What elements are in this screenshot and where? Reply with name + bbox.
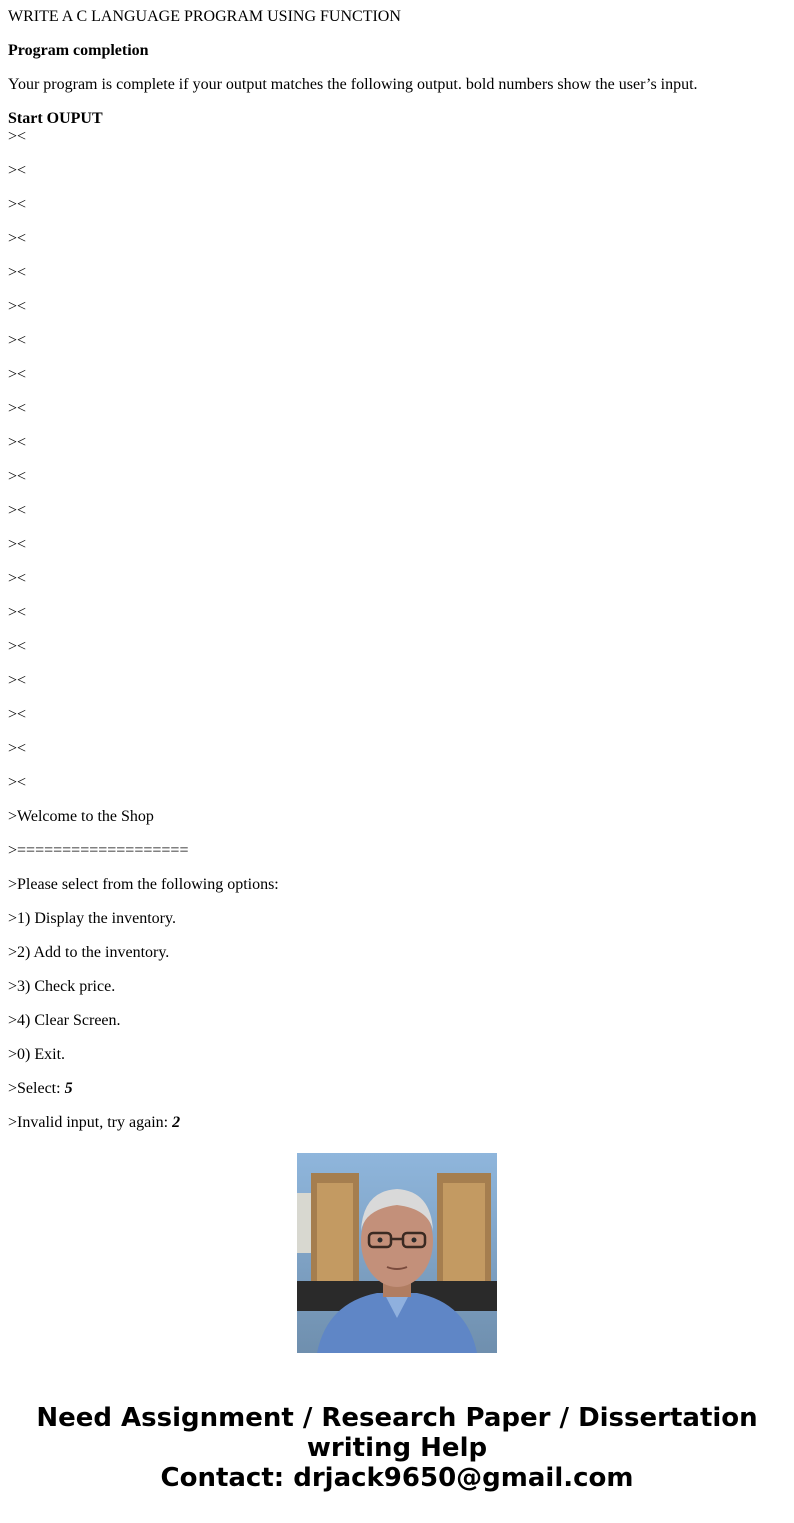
output-line-text: >< bbox=[8, 400, 27, 417]
output-line-text: >< bbox=[8, 672, 27, 689]
footer-line-2: writing Help bbox=[306, 1433, 488, 1463]
output-line-text: >< bbox=[8, 434, 27, 451]
footer-line-1: Need Assignment / Research Paper / Dissertation bbox=[36, 1403, 758, 1433]
output-line-text: >Welcome to the Shop bbox=[8, 808, 154, 825]
output-line-text: >< bbox=[8, 196, 27, 213]
output-line-text: >Select: bbox=[8, 1080, 65, 1097]
contact-banner bbox=[0, 1403, 794, 1493]
output-line-text: >< bbox=[8, 128, 27, 145]
output-line-text: >< bbox=[8, 502, 27, 519]
output-line-text: >< bbox=[8, 706, 27, 723]
footer-line-3: Contact: drjack9650@gmail.com bbox=[160, 1463, 634, 1493]
output-line bbox=[8, 1046, 786, 1064]
output-line-text: >4) Clear Screen. bbox=[8, 1012, 121, 1029]
output-line bbox=[8, 910, 786, 928]
output-line bbox=[8, 264, 786, 282]
output-line-text: >3) Check price. bbox=[8, 978, 116, 995]
output-line bbox=[8, 774, 786, 792]
output-line-text: >Invalid input, try again: bbox=[8, 1114, 173, 1131]
section-heading: Program completion bbox=[8, 42, 149, 59]
output-line bbox=[8, 536, 786, 554]
output-line bbox=[8, 162, 786, 180]
output-line-text: >< bbox=[8, 230, 27, 247]
output-line-text: >Please select from the following options: bbox=[8, 876, 279, 893]
output-line bbox=[8, 434, 786, 452]
program-output bbox=[8, 128, 786, 1148]
output-line-text: >< bbox=[8, 264, 27, 281]
output-line bbox=[8, 1012, 786, 1030]
output-line bbox=[8, 196, 786, 214]
output-line bbox=[8, 366, 786, 384]
output-line bbox=[8, 876, 786, 894]
output-line-text: >< bbox=[8, 638, 27, 655]
user-input-value: 2 bbox=[172, 1114, 181, 1131]
output-line bbox=[8, 808, 786, 826]
output-line bbox=[8, 604, 786, 622]
output-line-text: >< bbox=[8, 774, 27, 791]
output-line bbox=[8, 332, 786, 350]
output-line bbox=[8, 706, 786, 724]
output-line bbox=[8, 740, 786, 758]
output-line bbox=[8, 638, 786, 656]
output-line bbox=[8, 570, 786, 588]
output-line-text: >< bbox=[8, 162, 27, 179]
output-line bbox=[8, 944, 786, 962]
output-line bbox=[8, 468, 786, 486]
intro-paragraph: Your program is complete if your output matches the following output. bold numbers show the user’s input. bbox=[8, 76, 698, 93]
output-line-text: >< bbox=[8, 604, 27, 621]
document-title: WRITE A C LANGUAGE PROGRAM USING FUNCTION bbox=[8, 8, 401, 25]
output-line-text: >< bbox=[8, 366, 27, 383]
output-line bbox=[8, 502, 786, 520]
output-line-text: >< bbox=[8, 570, 27, 587]
output-line-text: >< bbox=[8, 740, 27, 757]
output-line-text: >2) Add to the inventory. bbox=[8, 944, 170, 961]
output-line bbox=[8, 1114, 786, 1132]
output-line bbox=[8, 128, 786, 146]
output-line bbox=[8, 400, 786, 418]
output-line-text: >1) Display the inventory. bbox=[8, 910, 176, 927]
document-content bbox=[8, 0, 786, 1131]
output-line-text: >< bbox=[8, 536, 27, 553]
output-line bbox=[8, 230, 786, 248]
output-line-text: >0) Exit. bbox=[8, 1046, 66, 1063]
author-avatar bbox=[297, 1153, 497, 1353]
output-line-text: >=================== bbox=[8, 842, 189, 859]
output-line bbox=[8, 1080, 786, 1098]
output-line-text: >< bbox=[8, 298, 27, 315]
output-line bbox=[8, 842, 786, 860]
output-line bbox=[8, 978, 786, 996]
output-line bbox=[8, 672, 786, 690]
start-output-label: Start OUPUT bbox=[8, 110, 103, 127]
output-line-text: >< bbox=[8, 332, 27, 349]
output-line-text: >< bbox=[8, 468, 27, 485]
output-line bbox=[8, 298, 786, 316]
user-input-value: 5 bbox=[64, 1080, 73, 1097]
